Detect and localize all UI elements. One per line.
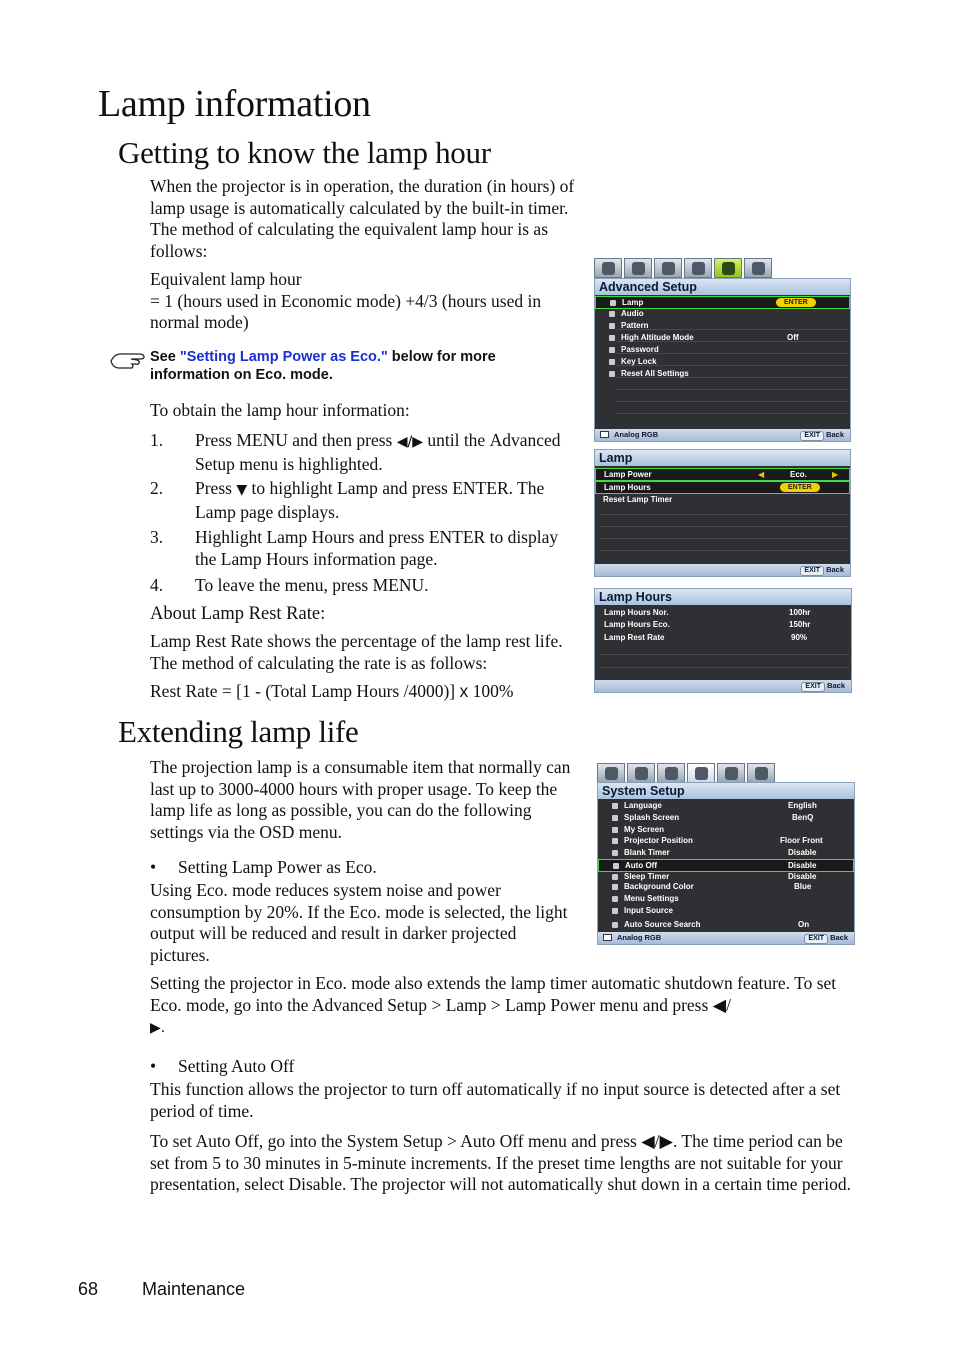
osd-row-language[interactable]: Language English	[598, 800, 854, 812]
osd-row-projector-position[interactable]: Projector Position Floor Front	[598, 835, 854, 847]
osd-row-hours-normal: Lamp Hours Nor. 100hr	[604, 608, 811, 617]
osd-row-audio[interactable]: Audio	[595, 308, 850, 320]
osd-row-lamp[interactable]: Lamp ENTER	[595, 296, 850, 309]
osd-row-input-source[interactable]: Input Source	[598, 905, 854, 917]
eco-paragraph-1: Using Eco. mode reduces system noise and power consumption by 20%. If the Eco. mode is selected, the light output will be reduced and result in darker projected pictures.	[150, 880, 568, 965]
osd-advanced-setup	[594, 278, 851, 442]
formula-line-2: = 1 (hours used in Economic mode) +4/3 (hours used in normal mode)	[150, 290, 542, 332]
obtain-text: To obtain the lamp hour information:	[150, 400, 410, 420]
tab-information-icon[interactable]	[747, 763, 775, 783]
tab-system-advanced-icon[interactable]	[717, 763, 745, 783]
osd-row-sleep-timer[interactable]: Sleep Timer Disable	[598, 871, 854, 883]
osd-lamp-status-bar: EXIT Back	[595, 564, 850, 576]
auto-off-paragraph-1: This function allows the projector to turn off automatically if no input source is detected after a set period of time.	[150, 1079, 841, 1121]
page-title: Lamp information	[98, 83, 371, 125]
osd-lamp	[594, 449, 851, 577]
osd-row-my-screen[interactable]: My Screen	[598, 824, 854, 836]
osd-row-hours-eco: Lamp Hours Eco. 150hr	[604, 620, 811, 629]
step-4: 4. To leave the menu, press MENU.	[150, 575, 429, 595]
page-number: 68	[78, 1279, 99, 1299]
osd-row-auto-source-search[interactable]: Auto Source Search On	[598, 919, 854, 931]
osd-row-menu-settings[interactable]: Menu Settings	[598, 893, 854, 905]
tab-system-advanced-icon[interactable]	[714, 258, 742, 278]
bullet-eco: •	[150, 857, 157, 877]
osd-system-setup	[597, 782, 855, 945]
note-text: See "Setting Lamp Power as Eco." below for more information on Eco. mode.	[150, 349, 496, 383]
osd-row-lamp-power[interactable]: Lamp Power ◀ Eco. ▶	[595, 468, 850, 481]
osd-advanced-tabs	[594, 258, 774, 278]
osd-row-reset-lamp-timer[interactable]: Reset Lamp Timer	[603, 495, 673, 504]
steps-list	[150, 430, 580, 599]
osd-row-reset-all[interactable]: Reset All Settings	[595, 368, 850, 380]
exit-button[interactable]: EXIT	[800, 566, 824, 576]
exit-button[interactable]: EXIT	[801, 682, 825, 692]
osd-system-tabs	[597, 763, 777, 783]
osd-lamp-title: Lamp	[595, 450, 850, 466]
tab-display-icon[interactable]	[654, 258, 682, 278]
osd-row-rest-rate: Lamp Rest Rate 90%	[604, 633, 808, 642]
step-2: 2. Press ▼ to highlight Lamp and press ENTER. The Lamp page displays.	[150, 478, 545, 522]
extend-intro: The projection lamp is a consumable item that normally can last up to 3000-4000 hours with proper usage. To keep the lamp life as long as possible, you can do the following settings via the OSD menu.	[150, 757, 571, 842]
osd-hours-title: Lamp Hours	[595, 589, 851, 605]
eco-heading: Setting Lamp Power as Eco.	[178, 857, 377, 877]
input-source-icon	[600, 431, 609, 438]
tab-picture-icon[interactable]	[594, 258, 622, 278]
step-3: 3. Highlight Lamp Hours and press ENTER to display the Lamp Hours information page.	[150, 527, 559, 569]
intro-paragraph: When the projector is in operation, the duration (in hours) of lamp usage is automatically calculated by the built-in timer. The method of calculating the equivalent lamp hour is as follows:	[150, 176, 575, 261]
step-1: 1. Press MENU and then press ◀/▶ until the Advanced Setup menu is highlighted.	[150, 430, 561, 474]
rest-rate-heading: About Lamp Rest Rate:	[150, 604, 326, 624]
tab-system-basic-icon[interactable]	[687, 763, 715, 783]
tab-picture-icon[interactable]	[597, 763, 625, 783]
tab-information-icon[interactable]	[744, 258, 772, 278]
osd-row-password[interactable]: Password	[595, 344, 850, 356]
osd-advanced-title: Advanced Setup	[595, 279, 850, 295]
osd-lamp-hours	[594, 588, 852, 693]
section-title-extend: Extending lamp life	[118, 714, 359, 749]
eco-paragraph-2: Setting the projector in Eco. mode also extends the lamp timer automatic shutdown feature. To set Eco. mode, go into the Advanced Setup > Lamp > Lamp Power menu and press ◀/ ▶.	[150, 973, 837, 1036]
tab-system-basic-icon[interactable]	[684, 258, 712, 278]
osd-row-high-altitude[interactable]: High Altitude Mode Off	[595, 332, 850, 344]
bullet-auto-off: •	[150, 1056, 157, 1076]
exit-button[interactable]: EXIT	[804, 934, 828, 944]
eco-link[interactable]: "Setting Lamp Power as Eco."	[179, 349, 388, 365]
note-hand-icon	[109, 347, 147, 371]
osd-system-title: System Setup	[598, 783, 854, 799]
osd-row-key-lock[interactable]: Key Lock	[595, 356, 850, 368]
osd-row-pattern[interactable]: Pattern	[595, 320, 850, 332]
exit-button[interactable]: EXIT	[800, 431, 824, 441]
footer-section: Maintenance	[142, 1279, 246, 1299]
tab-picture-advanced-icon[interactable]	[624, 258, 652, 278]
osd-advanced-status-bar: Analog RGB EXIT Back	[595, 429, 850, 441]
osd-row-blank-timer[interactable]: Blank Timer Disable	[598, 847, 854, 859]
formula-block	[150, 269, 580, 334]
auto-off-paragraph-2: To set Auto Off, go into the System Setup > Auto Off menu and press ◀/▶. The time period can be set from 5 to 30 minutes in 5-minute increments. If the preset time lengths are not suitable for your presentation, select Disable. The projector will not automatically shut down in a certain time period.	[150, 1131, 851, 1194]
osd-row-lamp-hours[interactable]: Lamp Hours ENTER	[595, 481, 850, 494]
osd-system-status-bar: Analog RGB EXIT Back	[598, 932, 854, 944]
auto-off-heading: Setting Auto Off	[178, 1056, 295, 1076]
rest-rate-text: Lamp Rest Rate shows the percentage of the lamp rest life. The method of calculating the rate is as follows:	[150, 631, 563, 673]
osd-row-background-color[interactable]: Background Color Blue	[598, 881, 854, 893]
rest-rate-formula: Rest Rate = [1 - (Total Lamp Hours /4000)] x 100%	[150, 681, 514, 701]
section-title-lamp-hour: Getting to know the lamp hour	[118, 135, 491, 170]
osd-hours-status-bar: EXIT Back	[595, 680, 851, 692]
osd-row-auto-off[interactable]: Auto Off Disable	[598, 859, 854, 872]
formula-line-1: Equivalent lamp hour	[150, 269, 302, 289]
osd-row-splash-screen[interactable]: Splash Screen BenQ	[598, 812, 854, 824]
tab-picture-advanced-icon[interactable]	[627, 763, 655, 783]
tab-display-icon[interactable]	[657, 763, 685, 783]
input-source-icon	[603, 934, 612, 941]
